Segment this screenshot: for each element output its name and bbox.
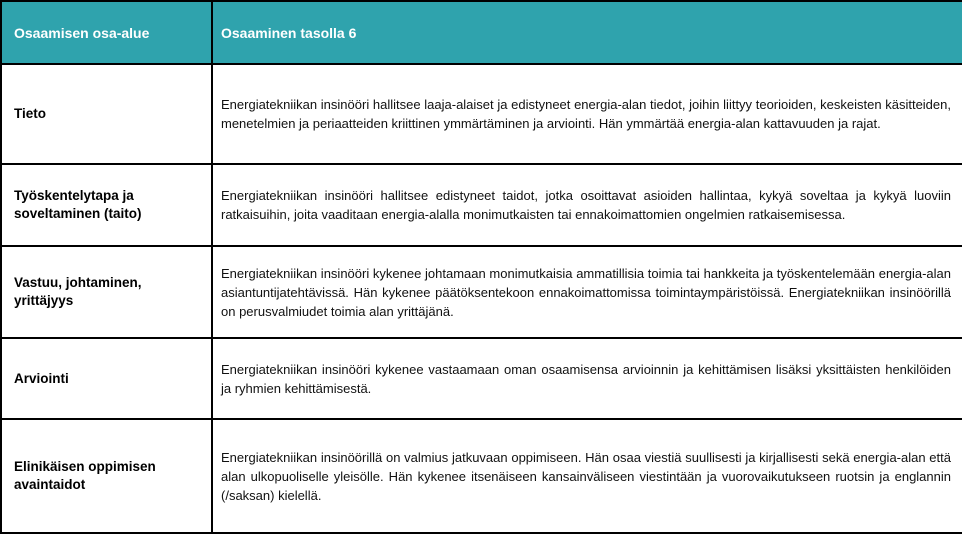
area-cell-vastuu: Vastuu, johtaminen, yrittäjyys [1,246,212,338]
table-row [1,64,962,164]
area-cell-tyoskentelytapa: Työskentelytapa ja soveltaminen (taito) [1,164,212,246]
table-header-row [1,1,962,64]
description-cell: Energiatekniikan insinööri hallitsee edistyneet taidot, jotka osoittavat asioiden hallintaa, kykyä soveltaa ja kykyä luoviin ratkaisuihin, joita vaaditaan energia-alalla monimutkaisten tai ennakoimattomien ongelmien ratkaisemisessa. [212,164,962,246]
table-row [1,338,962,419]
area-cell-tieto: Tieto [1,64,212,164]
column-header-competence-level-6: Osaaminen tasolla 6 [212,1,962,64]
description-cell: Energiatekniikan insinöörillä on valmius jatkuvaan oppimiseen. Hän osaa viestiä suullisesti ja kirjallisesti sekä energia-alan että alan ulkopuoliselle yleisölle. Hän kykenee itsenäiseen kansainväliseen viestintään ja vuorovaikutukseen ruotsin ja englannin (/saksan) kielellä. [212,419,962,533]
area-cell-arviointi: Arviointi [1,338,212,419]
table-row [1,246,962,338]
description-cell: Energiatekniikan insinööri hallitsee laaja-alaiset ja edistyneet energia-alan tiedot, joihin liittyy teorioiden, keskeisten käsitteiden, menetelmien ja periaatteiden kriittinen ymmärtäminen ja arviointi. Hän ymmärtää energia-alan kattavuuden ja rajat. [212,64,962,164]
column-header-competence-area: Osaamisen osa-alue [1,1,212,64]
description-cell: Energiatekniikan insinööri kykenee johtamaan monimutkaisia ammatillisia toimia tai hankkeita ja työskentelemään energia-alan asiantuntijatehtävissä. Hän kykenee päätöksentekoon ennakoimattomissa toimintaympäristöissä. Energiatekniikan insinöörillä on perusvalmiudet toimia alan yrittäjänä. [212,246,962,338]
area-cell-elinikainen-oppiminen: Elinikäisen oppimisen avaintaidot [1,419,212,533]
table-row [1,164,962,246]
description-cell: Energiatekniikan insinööri kykenee vastaamaan oman osaamisensa arvioinnin ja kehittämisen lisäksi yksittäisten henkilöiden ja ryhmien kehittämisestä. [212,338,962,419]
table-row [1,419,962,533]
